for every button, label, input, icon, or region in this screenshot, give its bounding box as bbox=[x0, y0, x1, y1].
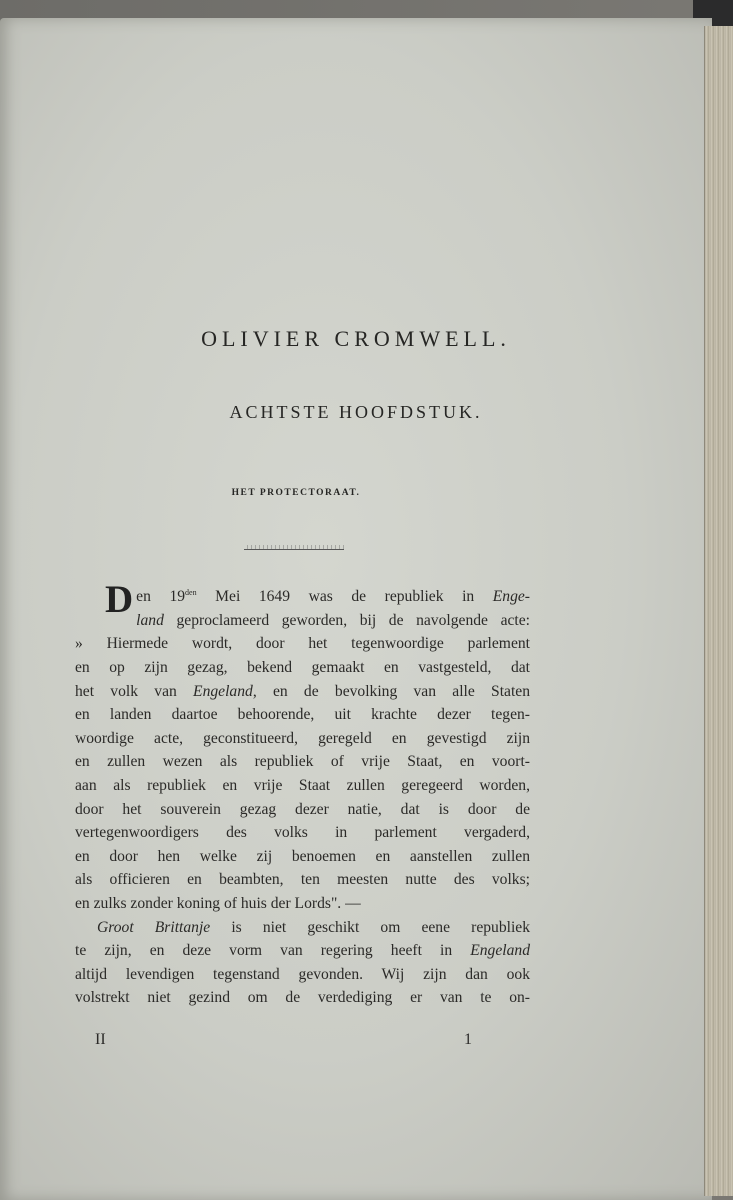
text-line: vertegenwoordigers des volks in parlement vergaderd, bbox=[75, 824, 530, 842]
text-line: aan als republiek en vrije Staat zullen geregeerd worden, bbox=[75, 776, 530, 794]
text-line: woordige acte, geconstitueerd, geregeld en gevestigd zijn bbox=[75, 729, 530, 747]
text-line: en zulks zonder koning of huis der Lords". — bbox=[75, 894, 361, 912]
text-line: het volk van Engeland, en de bevolking van alle Staten bbox=[75, 682, 531, 700]
text-line: te zijn, en deze vorm van regering heeft in Engeland bbox=[75, 942, 530, 960]
text-line: als officieren en beambten, ten meesten nutte des volks; bbox=[75, 871, 530, 889]
chapter-heading: ACHTSTE HOOFDSTUK. bbox=[229, 402, 483, 422]
paragraph-2 bbox=[75, 916, 530, 1010]
page-title: OLIVIER CROMWELL. bbox=[201, 326, 511, 351]
signature-mark: II bbox=[95, 1031, 106, 1048]
text-line: Groot Brittanje is niet geschikt om eene republiek bbox=[97, 918, 531, 936]
text-line: volstrekt niet gezind om de verdediging er van te on- bbox=[75, 989, 530, 1007]
drop-cap: D bbox=[105, 578, 134, 621]
book-page bbox=[0, 18, 712, 1200]
page-number: 1 bbox=[464, 1031, 472, 1048]
page-fore-edge bbox=[704, 26, 733, 1196]
text-line: en landen daartoe behoorende, uit krachte dezer tegen- bbox=[75, 706, 530, 724]
text-line: land geproclameerd geworden, bij de navolgende acte: bbox=[136, 611, 530, 629]
text-line: en op zijn gezag, bekend gemaakt en vastgesteld, dat bbox=[75, 658, 530, 676]
text-line: » Hiermede wordt, door het tegenwoordige parlement bbox=[75, 635, 530, 653]
decorative-rule bbox=[244, 545, 344, 550]
text-line: altijd levendigen tegenstand gevonden. Wij zijn dan ook bbox=[75, 965, 530, 983]
paragraph-1 bbox=[75, 578, 531, 916]
body-text bbox=[75, 578, 531, 1010]
text-line: en $19^{den}$ Mei 1649 was de republiek in Enge- bbox=[136, 588, 530, 606]
text-line: en zullen wezen als republiek of vrije Staat, en voort- bbox=[75, 753, 530, 771]
chapter-subtitle: HET PROTECTORAAT. bbox=[231, 488, 361, 498]
text-line: en door hen welke zij benoemen en aanstellen zullen bbox=[75, 847, 530, 865]
text-line: door het souverein gezag dezer natie, dat is door de bbox=[75, 800, 530, 818]
